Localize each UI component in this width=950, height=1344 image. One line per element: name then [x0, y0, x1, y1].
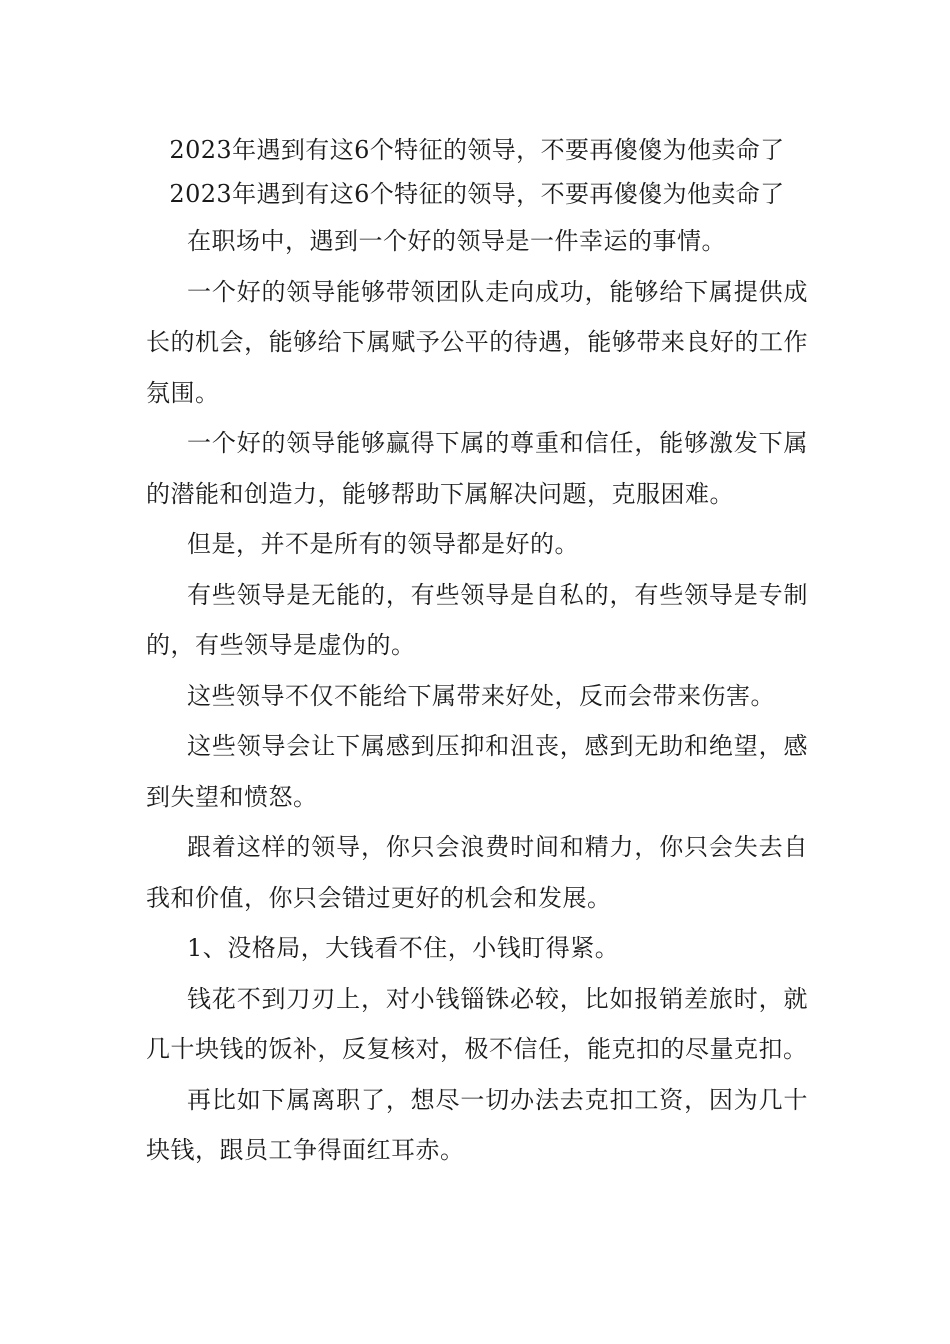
- document-title-repeat: 2023年遇到有这6个特征的领导，不要再傻傻为他卖命了: [169, 180, 785, 208]
- document-title: 2023年遇到有这6个特征的领导，不要再傻傻为他卖命了: [169, 136, 785, 164]
- paragraph: 一个好的领导能够赢得下属的尊重和信任，能够激发下属的潜能和创造力，能够帮助下属解决问题，克服困难。: [146, 429, 808, 508]
- paragraph: 跟着这样的领导，你只会浪费时间和精力，你只会失去自我和价值，你只会错过更好的机会和发展。: [146, 833, 808, 912]
- paragraph: 这些领导不仅不能给下属带来好处，反而会带来伤害。: [187, 681, 775, 710]
- document-body: [146, 128, 808, 1176]
- paragraph: 但是，并不是所有的领导都是好的。: [187, 530, 579, 558]
- paragraph: 在职场中，遇到一个好的领导是一件幸运的事情。: [187, 227, 726, 255]
- paragraph: 有些领导是无能的，有些领导是自私的，有些领导是专制的，有些领导是虚伪的。: [146, 580, 808, 659]
- paragraph: 这些领导会让下属感到压抑和沮丧，感到无助和绝望，感到失望和愤怒。: [146, 732, 808, 811]
- paragraph: 一个好的领导能够带领团队走向成功，能够给下属提供成长的机会，能够给下属赋予公平的待遇，能够带来良好的工作氛围。: [146, 277, 808, 407]
- section-heading: 1、没格局，大钱看不住，小钱盯得紧。: [187, 934, 620, 962]
- paragraph: 再比如下属离职了，想尽一切办法去克扣工资，因为几十块钱，跟员工争得面红耳赤。: [146, 1085, 808, 1164]
- paragraph: 钱花不到刀刃上，对小钱锱铢必较，比如报销差旅时，就几十块钱的饭补，反复核对，极不信任，能克扣的尽量克扣。: [146, 984, 808, 1063]
